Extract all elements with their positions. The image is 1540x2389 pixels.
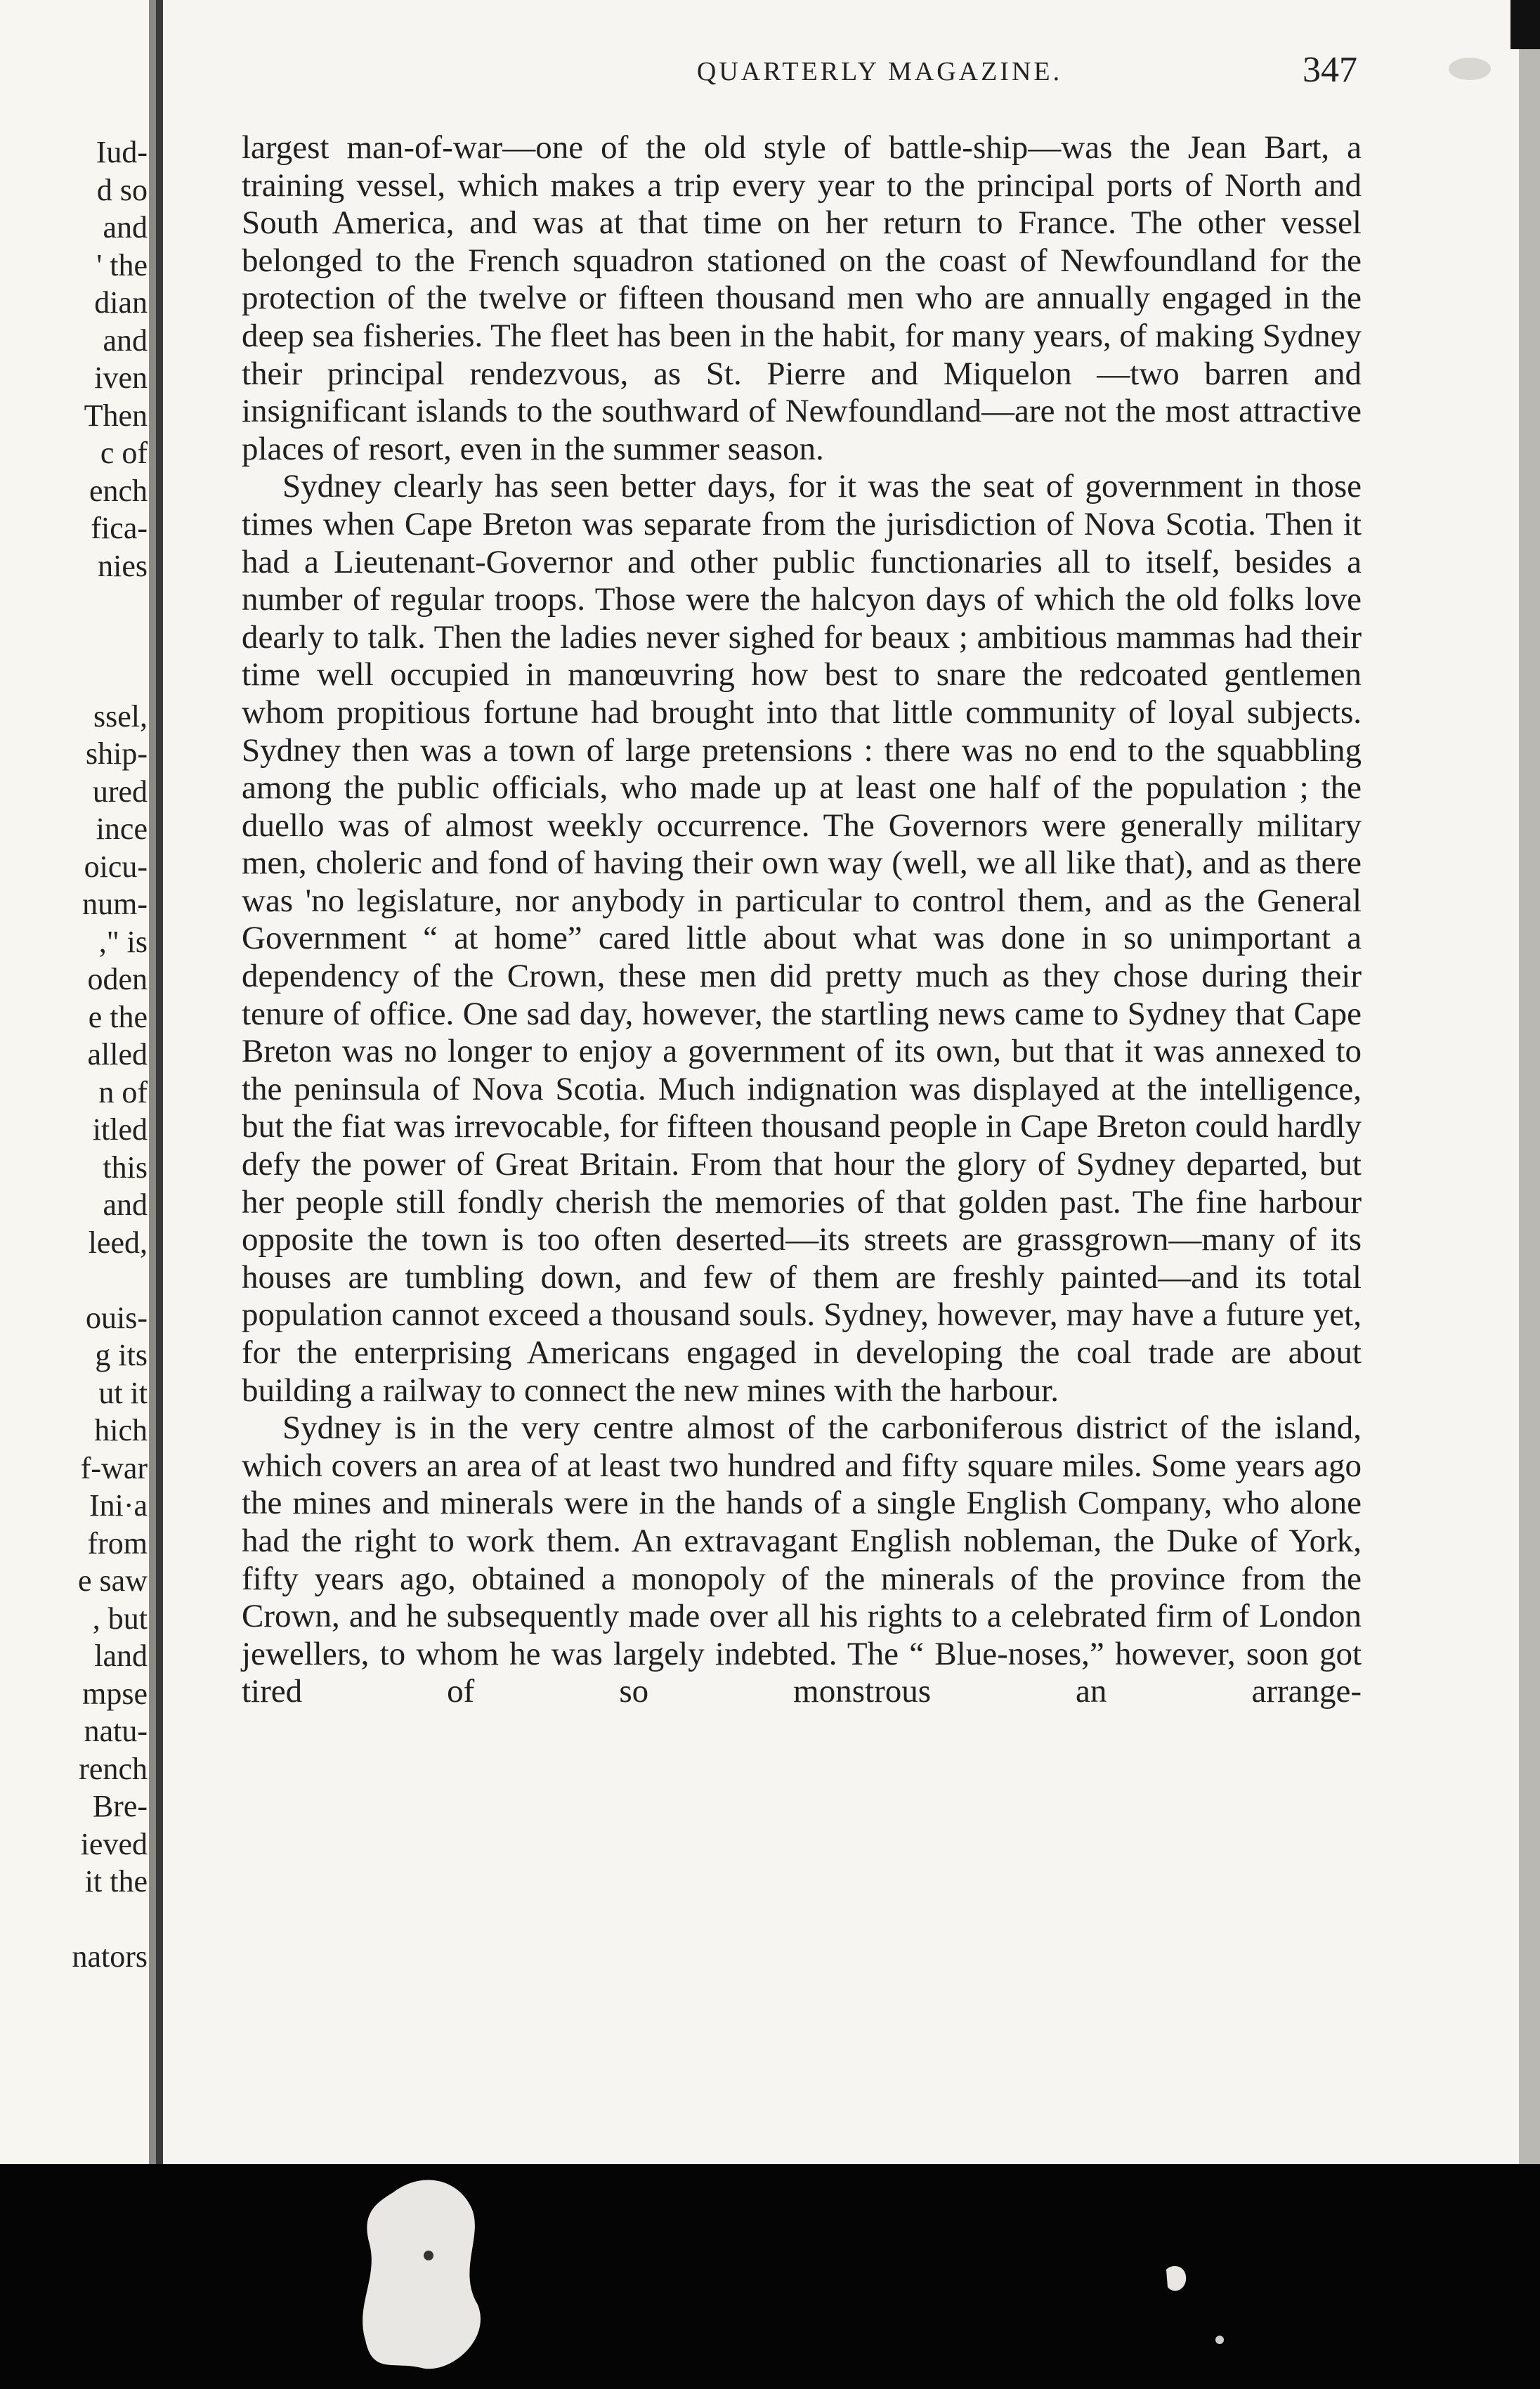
previous-page-fragment: Ini·a xyxy=(89,1488,148,1523)
previous-page-fragment: nies xyxy=(98,548,148,583)
page-number: 347 xyxy=(1303,50,1357,90)
corner-dark-mark xyxy=(1510,0,1540,49)
previous-page-fragment: f-war xyxy=(80,1450,148,1485)
gutter-fold xyxy=(149,0,156,2164)
paper-speck xyxy=(1215,2336,1224,2344)
previous-page-fragment: ured xyxy=(92,774,148,809)
previous-page-fragment: ut it xyxy=(98,1375,148,1410)
scanner-background xyxy=(0,2164,1540,2389)
previous-page-fragment: ench xyxy=(89,473,148,508)
previous-page-fragment: c of xyxy=(100,436,148,470)
previous-page-fragment: alled xyxy=(87,1037,148,1072)
paragraph: largest man-of-war—one of the old style of battle-ship—was the Jean Bart, a training vessel, which makes a trip every year to the principal ports of North and South America, and was at that time on her return to France. The other vessel belonged to the French squadron stationed on the coast of Newfoundland for the protection of the twelve or fifteen thousand men who are annually engaged in the deep sea fisheries. The fleet has been in the habit, for many years, of making Sydney their principal rendezvous, as St. Pierre and Miquelon —two barren and insignificant islands to the southward of Newfoundland—are not the most attractive places of resort, even in the summer season. xyxy=(242,129,1362,467)
previous-page-fragment: d so xyxy=(96,172,148,207)
corner-smudge xyxy=(1449,58,1491,80)
previous-page-fragment: Iud- xyxy=(96,135,148,169)
previous-page-fragment: this xyxy=(103,1150,148,1185)
previous-page-fragment: and xyxy=(103,323,148,358)
previous-page-fragment: ship- xyxy=(86,736,148,771)
paper-speck xyxy=(424,2251,433,2260)
previous-page-fragment: ouis- xyxy=(86,1300,148,1335)
previous-page-fragment: dian xyxy=(94,285,148,320)
paragraph: Sydney clearly has seen better days, for it was the seat of government in those times when Cape Breton was separate from the jurisdiction of Nova Scotia. Then it had a Lieutenant-Governor and other public functionaries all to itself, besides a number of regular troops. Those were the halcyon days of which the old folks love dearly to talk. Then the ladies never sighed for beaux ; ambitious mammas had their time well occupied in manœuvring how best to snare the redcoated gentlemen whom propitious fortune had brought into that little community of loyal subjects. Sydney then was a town of large pretensions : there was no end to the squabbling among the public officials, who made up at least one half of the population ; the duello was of almost weekly occurrence. The Governors were generally military men, choleric and fond of having their own way (well, we all like that), and as there was 'no legislature, nor anybody in particular to control them, and as the General Government “ at home” cared little about what was done in so unimportant a dependency of the Crown, these men did pretty much as they chose during their tenure of office. One sad day, however, the startling news came to Sydney that Cape Breton was no longer to enjoy a government of its own, but that it was annexed to the peninsula of Nova Scotia. Much indignation was displayed at the intelligence, but the fiat was irrevocable, for fifteen thousand people in Cape Breton could hardly defy the power of Great Britain. From that hour the glory of Sydney departed, but her people still fondly cherish the memories of that golden past. The fine harbour opposite the town is too often deserted—its streets are grassgrown—many of its houses are tumbling down, and few of them are freshly painted—and its total population cannot exceed a thousand souls. Sydney, however, may have a future yet, for the enterprising Americans engaged in developing the coal trade are about building a railway to connect the new mines with the harbour. xyxy=(242,468,1362,1409)
paper-debris xyxy=(0,2164,1540,2389)
previous-page-fragment: leed, xyxy=(88,1225,148,1260)
previous-page-fragment: Bre- xyxy=(92,1789,148,1823)
previous-page-fragment: rench xyxy=(79,1751,148,1786)
page-right-edge xyxy=(1519,0,1540,2164)
paper-speck xyxy=(1166,2266,1186,2291)
running-head: QUARTERLY MAGAZINE. xyxy=(696,57,1063,86)
previous-page-fragment: ' the xyxy=(96,247,148,282)
previous-page-fragment: mpse xyxy=(82,1676,148,1711)
previous-page-fragment: , but xyxy=(92,1601,148,1636)
previous-page-fragment: and xyxy=(103,210,148,245)
previous-page-fragment: fica- xyxy=(91,511,148,545)
previous-page-fragment: itled xyxy=(92,1112,148,1147)
previous-page-fragment: ieved xyxy=(80,1826,148,1861)
previous-page-fragment: n of xyxy=(98,1074,148,1109)
previous-page-fragment: g its xyxy=(95,1338,148,1372)
previous-page-fragment: iven xyxy=(94,360,148,395)
previous-page-fragment: Then xyxy=(84,398,148,433)
previous-page-fragment: nators xyxy=(72,1939,148,1974)
previous-page-fragment: oden xyxy=(87,962,148,996)
previous-page-fragment: and xyxy=(103,1187,148,1222)
previous-page-fragment: e saw xyxy=(78,1563,148,1598)
gutter-shadow xyxy=(156,0,163,2164)
paragraph: Sydney is in the very centre almost of the carboniferous district of the island, which covers an area of at least two hundred and fifty square miles. Some years ago the mines and minerals were in the hands of a single English Company, who alone had the right to work them. An extravagant English nobleman, the Duke of York, fifty years ago, obtained a monopoly of the minerals of the province from the Crown, and he subsequently made over all his rights to a celebrated firm of London jewellers, to whom he was largely indebted. The “ Blue-noses,” however, soon got tired of so monstrous an arrange- xyxy=(242,1410,1362,1710)
previous-page-fragment: oicu- xyxy=(84,849,148,884)
previous-page-fragment: ssel, xyxy=(93,698,148,734)
previous-page-fragment: ince xyxy=(96,812,148,846)
previous-page-fragment: num- xyxy=(82,887,148,921)
previous-page-fragment: ," is xyxy=(98,924,148,959)
previous-page-fragment: from xyxy=(87,1525,148,1561)
previous-page-fragment: land xyxy=(94,1639,148,1673)
previous-page-fragment: it the xyxy=(84,1864,148,1899)
previous-page-fragment: natu- xyxy=(84,1714,148,1748)
torn-paper-fragment xyxy=(363,2180,481,2369)
previous-page-fragment: hich xyxy=(94,1413,148,1447)
previous-page-fragment: e the xyxy=(88,999,148,1034)
